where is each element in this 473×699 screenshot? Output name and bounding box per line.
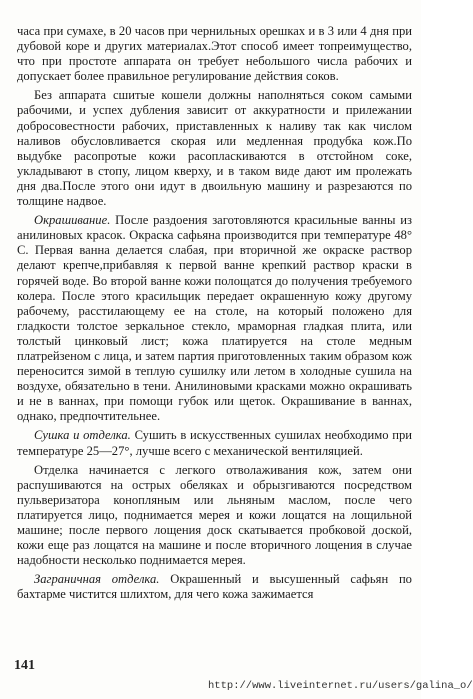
paragraph-4 xyxy=(17,428,412,458)
section-heading-drying: Сушка и отделка. xyxy=(34,428,131,443)
paragraph-3 xyxy=(17,213,412,424)
section-heading-foreign-finishing: Заграничная отделка. xyxy=(34,572,160,587)
paragraph-1 xyxy=(17,24,412,84)
paragraph-text: После раздоения заготовляются красильные ванны из анилиновых красок. Окраска сафьяна производится при температуре 48° С. Первая ванна делается слабая, при вторичной же окраске раствор делают крепче,прибавляя к первой ванне крепкий раствор краски в горячей воде. Во второй ванне кожи полощатся до получения требуемого колера. После этого красильщик передает окрашенную кожу другому рабочему, расстилающему ее на столе, на который положено для гладкости толстое зеркальное стекло, мраморная гладкая плита, или толстый цинковый лист; кожа платируется на столе медным платрейзеном с лица, и затем партия приготовленных таким образом кож переносится зимой в теплую сушилку или летом в холодные сушила на воздухе, обязательно в тени. Анилиновыми красками можно окрашивать и не в ваннах, при помощи губок или щеток. Окрашивание в ваннах, однако, предпочтительнее. xyxy=(17,213,413,424)
paragraph-text: Сушить в искусственных сушилах необходимо при температуре 25—27°, лучше всего с механической вентиляцией. xyxy=(17,428,413,458)
page-number: 141 xyxy=(14,658,35,673)
watermark-url: http://www.liveinternet.ru/users/galina_o/ xyxy=(208,680,473,692)
body-text xyxy=(17,24,412,606)
paragraph-text: Окрашенный и высушенный сафьян по бахтарме чистится шлихтом, для чего кожа зажимается xyxy=(17,572,412,602)
paragraph-text: Без аппарата сшитые кошели должны наполняться соком самыми рабочими, и успех дубления зависит от аккуратности и прилежании добросовестности рабочих, приставленных к наливу так как числом наливов обусловливается скорая или медленная продубка кож.По выдубке расопротые кожи расопласкиваются в отстойном соке, укладывают в стопу, лицом кверху, и в таком виде дают им пролежать дня два.После этого они идут в двоильную машину и разрезаются по толщине надвое. xyxy=(17,88,412,209)
paragraph-2 xyxy=(17,88,412,209)
paragraph-6 xyxy=(17,572,412,602)
paragraph-text: часа при сумахе, в 20 часов при чернильных орешках и в 3 или 4 дня при дубовой коре и других материалах.Этот способ имеет топреимущество, что при простоте аппарата он требует небольшого числа рабочих и допускает более правильное регулирование действия соков. xyxy=(17,24,412,84)
paragraph-5 xyxy=(17,463,412,569)
paragraph-text: Отделка начинается с легкого отволаживания кож, затем они распушиваются на острых обеляках и обрызгиваются посредством пульверизатора конопляным или льняным маслом, после чего платируется лицо, поднимается мерея и кожи лощатся на лощильной машине; после первого лощения доск скатывается пробковой доской, кожи еще раз лощатся на машине и после вторичного лощения в случае надобности несколько поднимается мерея. xyxy=(17,462,412,568)
section-heading-dyeing: Окрашивание. xyxy=(34,213,111,228)
